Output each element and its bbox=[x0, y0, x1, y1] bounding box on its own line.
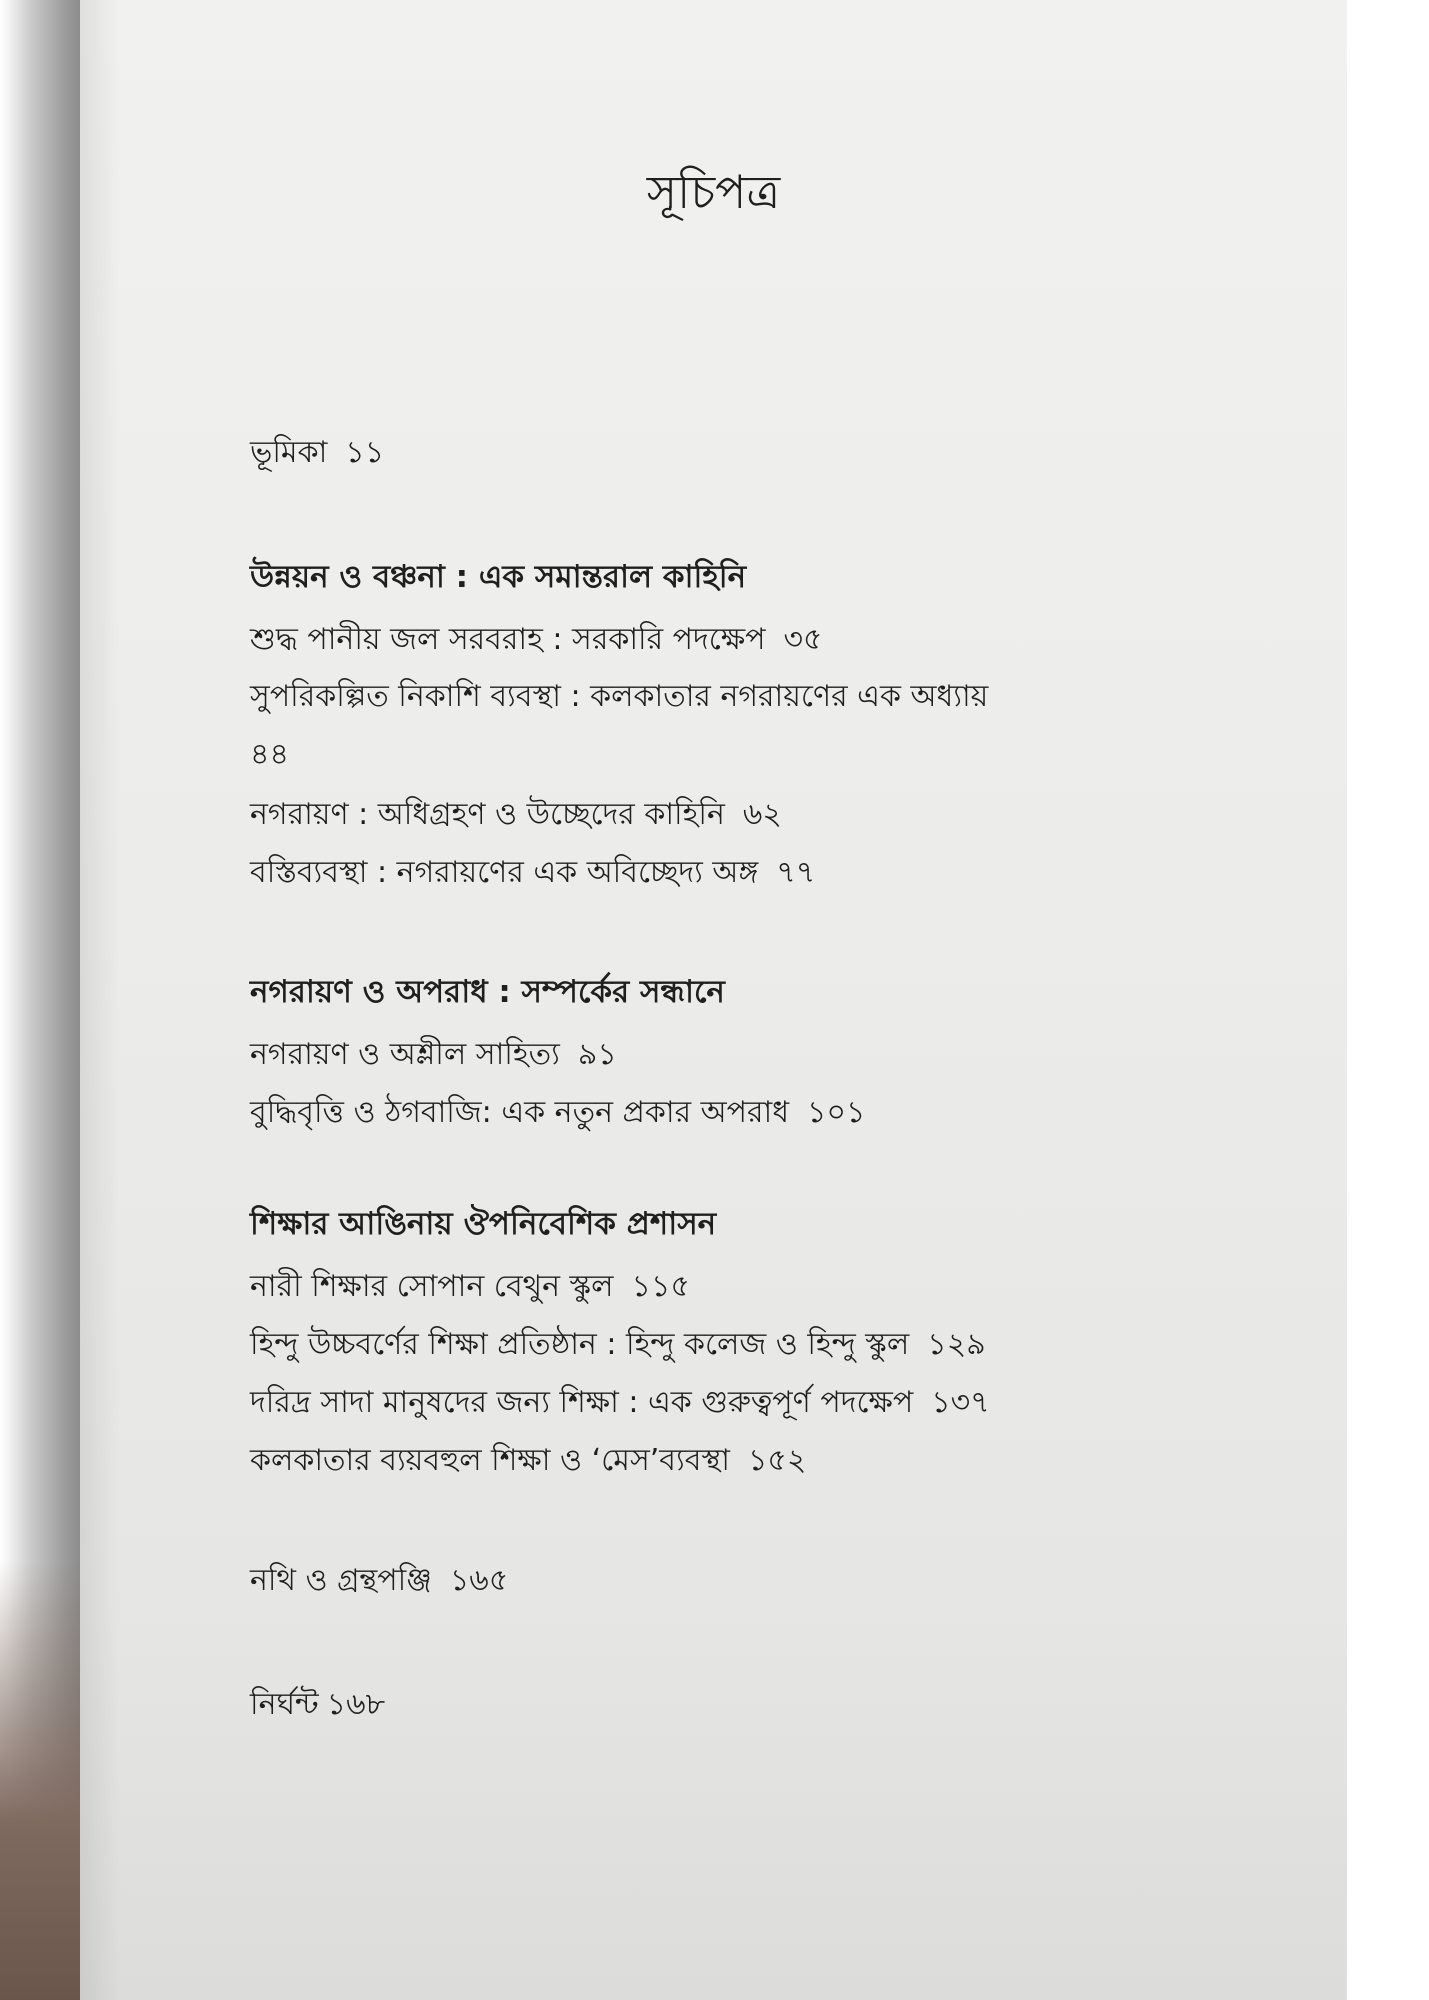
toc-page-number: ১৬৫ bbox=[449, 1563, 509, 1598]
toc-page-number: ৬২ bbox=[742, 797, 782, 832]
toc-entry-label: নারী শিক্ষার সোপান বেথুন স্কুল bbox=[250, 1269, 614, 1304]
toc-page-number: ১৩৭ bbox=[931, 1385, 990, 1420]
toc-entry-intro bbox=[250, 428, 384, 479]
toc-entry-index bbox=[250, 1680, 385, 1731]
toc-entry-bibliography bbox=[250, 1556, 508, 1607]
toc-entry-page-wrap bbox=[250, 730, 289, 781]
page-left-edge bbox=[0, 0, 80, 2000]
toc-page-number: ১১৫ bbox=[631, 1269, 690, 1304]
toc-page-number: ৪৪ bbox=[250, 737, 289, 772]
toc-entry bbox=[250, 790, 782, 841]
toc-page-number: ১২৯ bbox=[927, 1327, 986, 1362]
toc-entry bbox=[250, 1030, 617, 1081]
toc-entry-label: নির্ঘন্ট bbox=[250, 1687, 319, 1722]
toc-entry-label: নগরায়ণ : অধিগ্রহণ ও উচ্ছেদের কাহিনি bbox=[250, 797, 725, 832]
toc-entry-label: সুপরিকল্পিত নিকাশি ব্যবস্থা : কলকাতার নগরায়ণের এক অধ্যায় bbox=[250, 679, 989, 714]
page-right-margin bbox=[1347, 0, 1429, 2000]
section-title: উন্নয়ন ও বঞ্চনা : এক সমান্তরাল কাহিনি bbox=[250, 559, 747, 595]
section-title: নগরায়ণ ও অপরাধ : সম্পর্কের সন্ধানে bbox=[250, 974, 725, 1010]
toc-entry bbox=[250, 848, 815, 899]
toc-entry-label: কলকাতার ব্যয়বহুল শিক্ষা ও ‘মেস’ব্যবস্থা bbox=[250, 1443, 730, 1478]
toc-entry bbox=[250, 1378, 990, 1429]
toc-page-number: ৯১ bbox=[577, 1037, 617, 1072]
toc-page-number: ৭৭ bbox=[776, 855, 816, 890]
toc-entry bbox=[250, 1088, 865, 1139]
toc-page-number: ১৬৮ bbox=[326, 1687, 386, 1722]
toc-entry-label: হিন্দু উচ্চবর্ণের শিক্ষা প্রতিষ্ঠান : হিন্দু কলেজ ও হিন্দু স্কুল bbox=[250, 1327, 910, 1362]
toc-entry bbox=[250, 615, 822, 666]
toc-entry-label: দরিদ্র সাদা মানুষদের জন্য শিক্ষা : এক গুরুত্বপূর্ণ পদক্ষেপ bbox=[250, 1385, 914, 1420]
toc-entry-label: ভূমিকা bbox=[250, 435, 328, 470]
toc-entry bbox=[250, 1320, 986, 1371]
left-edge-shadow bbox=[0, 1560, 80, 2000]
toc-entry-label: শুদ্ধ পানীয় জল সরবরাহ : সরকারি পদক্ষেপ bbox=[250, 622, 766, 657]
toc-page-number: ১১ bbox=[345, 435, 385, 470]
toc-page-number: ১৫২ bbox=[747, 1443, 807, 1478]
toc-entry-label: নথি ও গ্রন্থপঞ্জি bbox=[250, 1563, 432, 1598]
toc-entry-label: নগরায়ণ ও অশ্লীল সাহিত্য bbox=[250, 1037, 560, 1072]
toc-entry bbox=[250, 672, 988, 723]
toc-page-number: ১০১ bbox=[807, 1095, 866, 1130]
toc-entry-label: বস্তিব্যবস্থা : নগরায়ণের এক অবিচ্ছেদ্য অঙ্গ bbox=[250, 855, 759, 890]
toc-entry bbox=[250, 1436, 806, 1487]
toc-page-number: ৩৫ bbox=[783, 622, 823, 657]
book-page bbox=[80, 0, 1347, 2000]
section-title: শিক্ষার আঙিনায় ঔপনিবেশিক প্রশাসন bbox=[250, 1206, 717, 1242]
page-title: সূচিপত্র bbox=[646, 165, 781, 219]
toc-entry bbox=[250, 1262, 690, 1313]
toc-entry-label: বুদ্ধিবৃত্তি ও ঠগবাজি: এক নতুন প্রকার অপরাধ bbox=[250, 1095, 790, 1130]
